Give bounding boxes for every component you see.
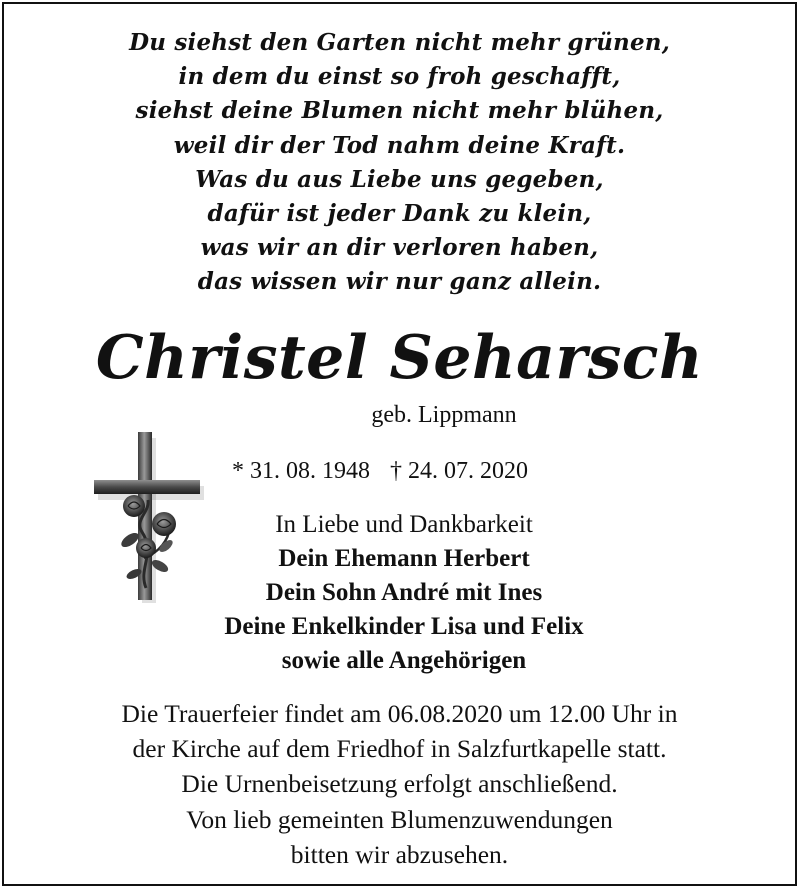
mourner: Deine Enkelkinder Lisa und Felix: [224, 613, 584, 640]
birth-name: geb. Lippmann: [371, 402, 517, 428]
ceremony-line: Die Urnenbeisetzung erfolgt anschließend.: [181, 769, 618, 799]
poem-line: in dem du einst so froh geschafft,: [178, 63, 621, 91]
memorial-poem: [4, 26, 795, 300]
ceremony-line: Von lieb gemeinten Blumenzuwendungen: [186, 804, 613, 834]
poem-line: dafür ist jeder Dank zu klein,: [207, 200, 592, 228]
poem-line: was wir an dir verloren haben,: [200, 234, 599, 262]
birth-date: * 31. 08. 1948: [232, 458, 370, 484]
mourner: sowie alle Angehörigen: [281, 647, 527, 674]
ceremony-line: bitten wir abzusehen.: [290, 839, 509, 869]
life-dates: [232, 456, 528, 486]
ceremony-line: Die Trauerfeier findet am 06.08.2020 um 12.00 Uhr in: [121, 699, 678, 728]
funeral-information: [4, 696, 795, 872]
poem-line: Du siehst den Garten nicht mehr grünen,: [129, 29, 670, 56]
poem-line: das wissen wir nur ganz allein.: [197, 268, 602, 296]
poem-line: weil dir der Tod nahm deine Kraft.: [173, 131, 626, 159]
mourners-intro: In Liebe und Dankbarkeit: [275, 511, 533, 538]
deceased-name: Christel Seharsch: [95, 323, 704, 393]
poem-line: siehst deine Blumen nicht mehr blühen,: [135, 97, 664, 125]
poem-line: Was du aus Liebe uns gegeben,: [195, 165, 604, 193]
ceremony-line: der Kirche auf dem Friedhof in Salzfurtkapelle statt.: [132, 734, 667, 764]
death-date: † 24. 07. 2020: [390, 458, 528, 484]
mourner: Dein Sohn André mit Ines: [265, 579, 543, 606]
mourner: Dein Ehemann Herbert: [278, 545, 530, 572]
obituary-notice: [2, 2, 797, 886]
mourners-list: [164, 508, 644, 678]
